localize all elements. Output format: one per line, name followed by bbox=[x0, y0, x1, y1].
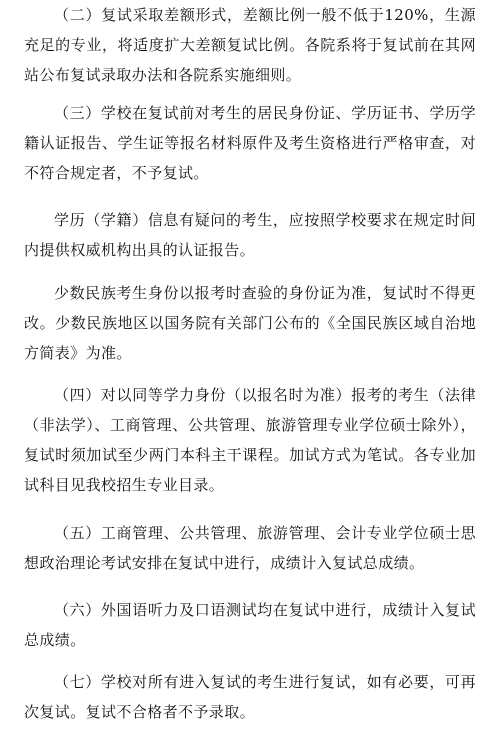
paragraph-retest-all: （七）学校对所有进入复试的考生进行复试，如有必要，可再次复试。复试不合格者不予录取。 bbox=[24, 673, 476, 721]
paragraph-foreign-language: （六）外国语听力及口语测试均在复试中进行，成绩计入复试总成绩。 bbox=[24, 601, 476, 649]
paragraph-qualification-review: （三）学校在复试前对考生的居民身份证、学历证书、学历学籍认证报告、学生证等报名材料原件及考生资格进行严格审查，对不符合规定者，不予复试。 bbox=[24, 104, 476, 182]
paragraph-differential-retest: （二）复试采取差额形式，差额比例一般不低于120%，生源充足的专业，将适度扩大差额复试比例。各院系将于复试前在其网站公布复试录取办法和各院系实施细则。 bbox=[24, 6, 476, 84]
paragraph-equivalent-education: （四）对以同等学力身份（以报名时为准）报考的考生（法律（非法学）、工商管理、公共管理、旅游管理专业学位硕士除外），复试时须加试至少两门本科主干课程。加试方式为笔试。各专业加试科目见我校招生专业目录。 bbox=[24, 386, 476, 494]
paragraph-political-theory: （五）工商管理、公共管理、旅游管理、会计专业学位硕士思想政治理论考试安排在复试中进行，成绩计入复试总成绩。 bbox=[24, 524, 476, 572]
paragraph-ethnic-minority: 少数民族考生身份以报考时查验的身份证为准，复试时不得更改。少数民族地区以国务院有关部门公布的《全国民族区域自治地方简表》为准。 bbox=[24, 284, 476, 362]
paragraph-degree-verification: 学历（学籍）信息有疑问的考生，应按照学校要求在规定时间内提供权威机构出具的认证报告。 bbox=[24, 211, 476, 259]
